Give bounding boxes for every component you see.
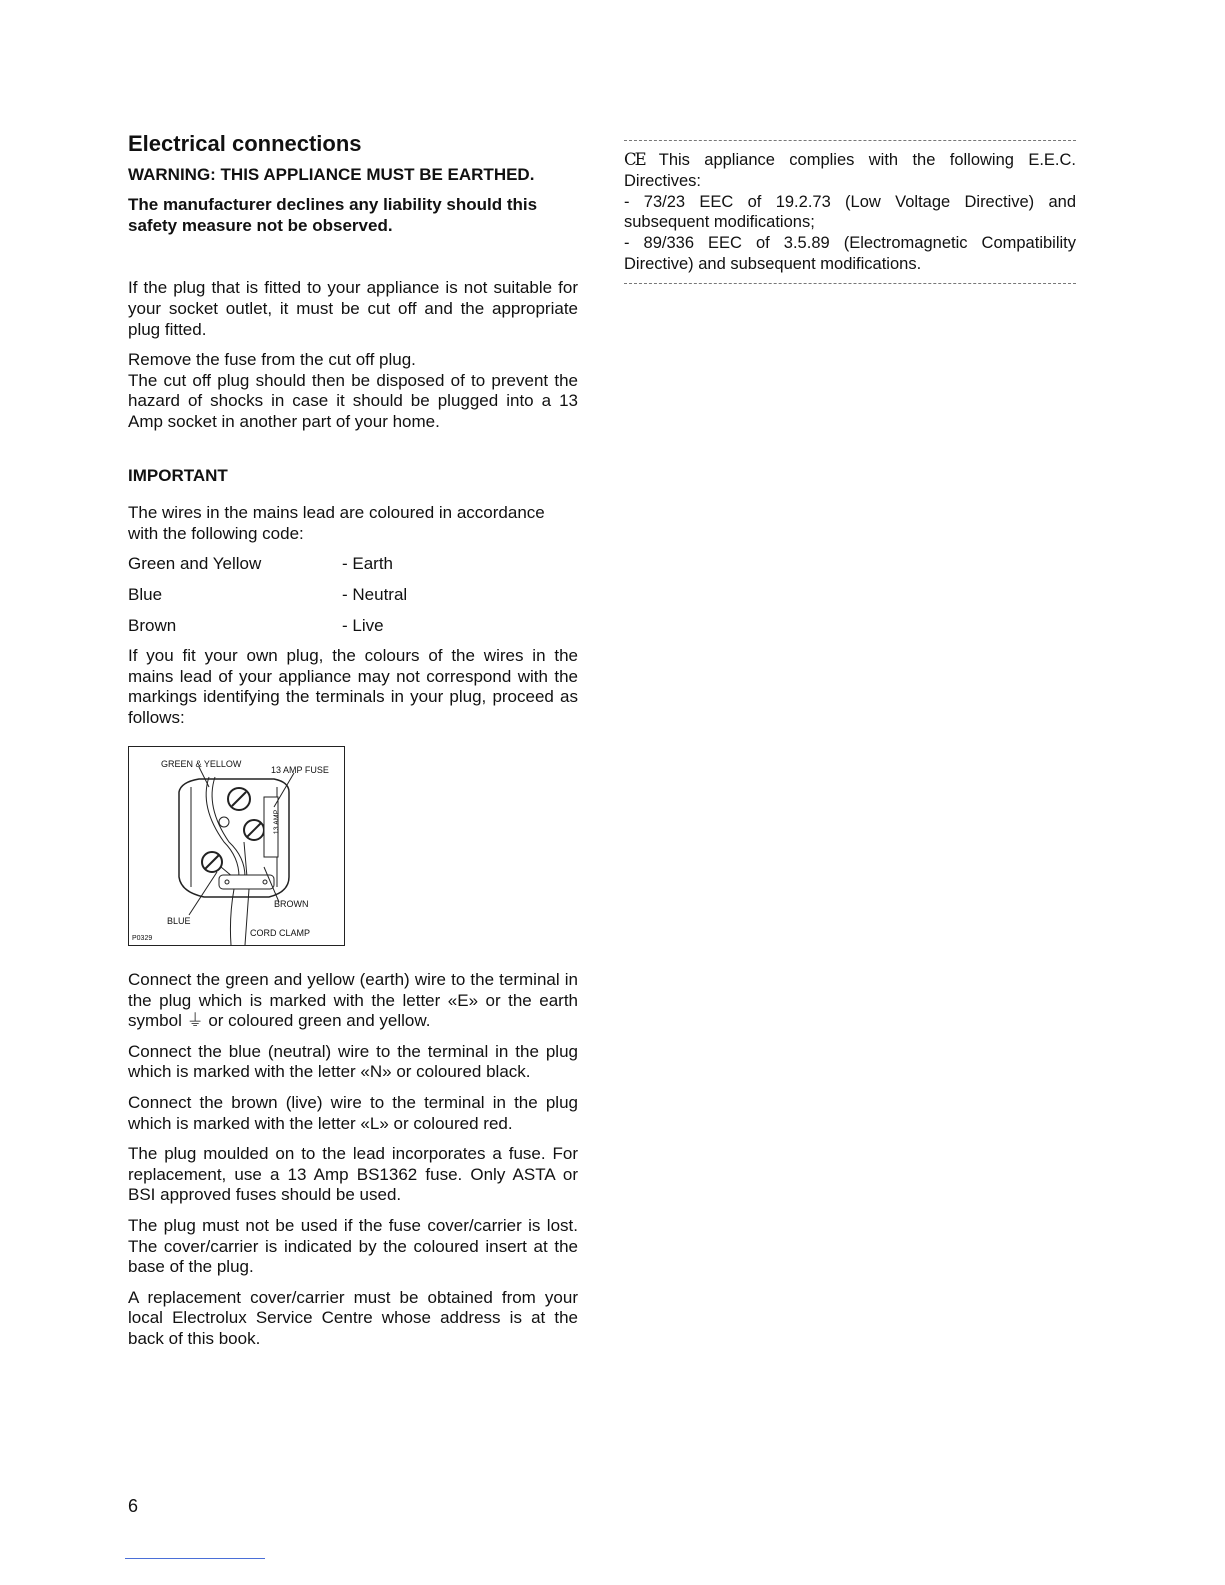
page-title: Electrical connections <box>128 131 362 156</box>
important-heading: IMPORTANT <box>128 465 228 485</box>
bottom-divider <box>624 283 1076 284</box>
directive-emc: - 89/336 EEC of 3.5.89 (Electromagnetic Compatibility Directive) and subsequent modifications. <box>624 234 1076 273</box>
wire-role: - Live <box>342 615 384 635</box>
wire-code-table <box>128 554 578 636</box>
replacement-info: A replacement cover/carrier must be obtained from your local Electrolux Service Centre whose address is at the back of this book. <box>128 1287 578 1348</box>
ce-compliance-box <box>624 140 1076 284</box>
earth-instruction-text: Connect the green and yellow (earth) wire to the terminal in the plug which is marked with the letter «E» or the earth symbol <box>128 970 578 1031</box>
earth-instruction-end: or coloured green and yellow. <box>208 1011 431 1031</box>
wire-colour: Blue <box>128 584 163 604</box>
fuse-instruction: The plug moulded on to the lead incorporates a fuse. For replacement, use a 13 Amp BS1362 fuse. Only ASTA or BSI approved fuses should be used. <box>128 1144 578 1205</box>
page-number: 6 <box>128 1496 139 1516</box>
wire-colour: Brown <box>128 615 177 635</box>
label-cord-clamp: CORD CLAMP <box>250 928 311 938</box>
instructions <box>128 970 578 1350</box>
figure-reference: P0329 <box>132 935 153 942</box>
plug-wiring-diagram <box>128 746 345 946</box>
left-column <box>128 131 578 728</box>
label-brown: BROWN <box>274 899 309 909</box>
ce-text <box>624 150 1076 275</box>
wire-role: - Earth <box>342 554 394 574</box>
remove-fuse-text: Remove the fuse from the cut off plug. <box>128 350 416 370</box>
label-green-yellow: GREEN & YELLOW <box>161 759 242 769</box>
directive-low-voltage: - 73/23 EEC of 19.2.73 (Low Voltage Directive) and subsequent modifications; <box>624 192 1076 232</box>
fuse-cover-warning: The plug must not be used if the fuse cover/carrier is lost. The cover/carrier is indicated by the coloured insert at the base of the plug. <box>128 1215 578 1277</box>
wire-colour: Green and Yellow <box>128 554 262 574</box>
plug-illustration <box>129 747 344 945</box>
live-instruction: Connect the brown (live) wire to the terminal in the plug which is marked with the letter «L» or coloured red. <box>128 1092 578 1133</box>
dispose-plug-text: The cut off plug should then be disposed of to prevent the hazard of shocks in case it should be plugged into a 13 Amp socket in another part of your home. <box>128 370 578 431</box>
label-blue: BLUE <box>167 916 191 926</box>
own-plug-paragraph: If you fit your own plug, the colours of the wires in the mains lead of your appliance may not correspond with the markings identifying the terminals in your plug, proceed as follows: <box>128 646 578 727</box>
top-divider <box>624 140 1076 141</box>
label-fuse: 13 AMP FUSE <box>271 765 329 775</box>
wire-role: - Neutral <box>342 584 408 604</box>
ce-intro: This appliance complies with the following E.E.C. Directives: <box>624 151 1076 190</box>
footer-line <box>125 1558 265 1559</box>
wire-code-intro: The wires in the mains lead are coloured in accordance with the following code: <box>128 503 545 543</box>
neutral-instruction: Connect the blue (neutral) wire to the terminal in the plug which is marked with the letter «N» or coloured black. <box>128 1041 578 1082</box>
earth-warning: WARNING: THIS APPLIANCE MUST BE EARTHED. <box>128 164 535 184</box>
liability-notice: The manufacturer declines any liability should this safety measure not be observed. <box>128 195 538 235</box>
earth-symbol-icon: ⏚ <box>186 1011 204 1031</box>
label-fuse-body: 13 AMP <box>273 809 281 835</box>
earth-instruction <box>128 970 578 1032</box>
ce-mark-icon: CE <box>624 150 645 169</box>
plug-paragraph: If the plug that is fitted to your appliance is not suitable for your socket outlet, it must be cut off and the appropriate plug fitted. <box>128 278 578 339</box>
